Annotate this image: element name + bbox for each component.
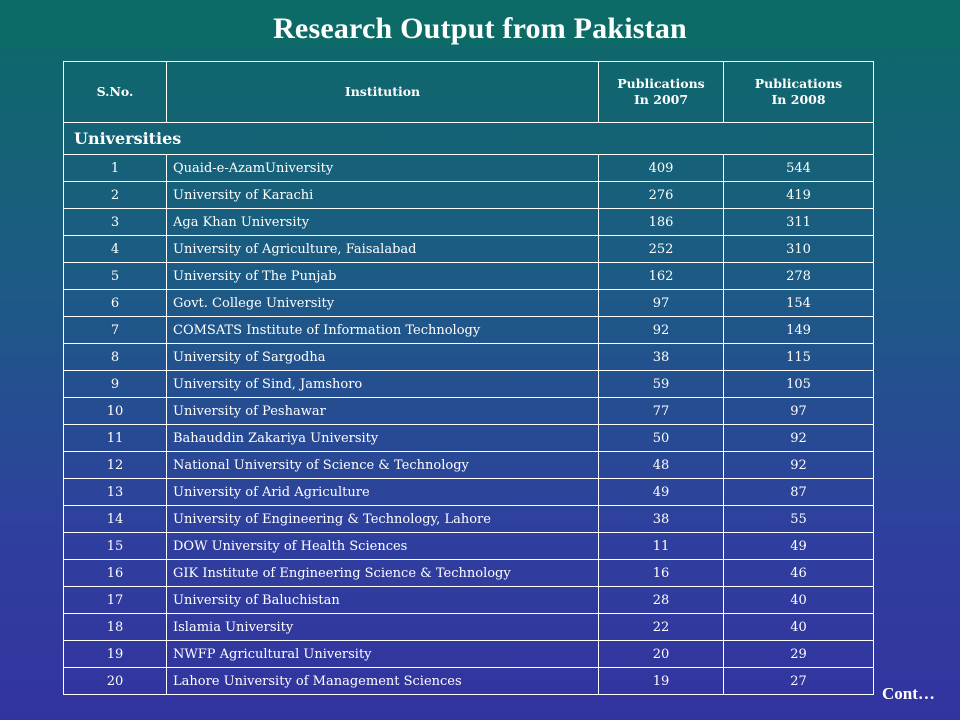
cell-sno: 18 [64, 614, 167, 641]
cell-publications-2008: 544 [724, 155, 874, 182]
table-row [64, 209, 874, 236]
cell-publications-2008: 97 [724, 398, 874, 425]
cell-institution: COMSATS Institute of Information Technology [167, 317, 599, 344]
cell-institution: University of Agriculture, Faisalabad [167, 236, 599, 263]
cell-publications-2008: 149 [724, 317, 874, 344]
table-row [64, 344, 874, 371]
cell-sno: 16 [64, 560, 167, 587]
cell-institution: National University of Science & Technology [167, 452, 599, 479]
cell-publications-2007: 59 [599, 371, 724, 398]
cell-publications-2007: 38 [599, 506, 724, 533]
cell-publications-2007: 409 [599, 155, 724, 182]
cell-sno: 9 [64, 371, 167, 398]
header-sno: S.No. [64, 62, 167, 123]
cell-sno: 8 [64, 344, 167, 371]
cell-publications-2008: 49 [724, 533, 874, 560]
cell-publications-2007: 16 [599, 560, 724, 587]
cell-publications-2007: 11 [599, 533, 724, 560]
table-row [64, 371, 874, 398]
table-row [64, 506, 874, 533]
cell-sno: 11 [64, 425, 167, 452]
cell-publications-2008: 87 [724, 479, 874, 506]
table-body [64, 123, 874, 695]
table-row [64, 290, 874, 317]
cell-publications-2008: 40 [724, 587, 874, 614]
cell-institution: University of Peshawar [167, 398, 599, 425]
cell-publications-2008: 92 [724, 452, 874, 479]
cell-publications-2007: 50 [599, 425, 724, 452]
cell-publications-2007: 186 [599, 209, 724, 236]
cell-publications-2008: 40 [724, 614, 874, 641]
cell-publications-2007: 252 [599, 236, 724, 263]
cell-sno: 10 [64, 398, 167, 425]
section-row [64, 123, 874, 155]
cell-sno: 7 [64, 317, 167, 344]
header-2007-line2: In 2007 [633, 92, 689, 107]
cell-sno: 12 [64, 452, 167, 479]
header-2008-line1: Publications [754, 76, 843, 91]
table-row [64, 452, 874, 479]
cell-publications-2007: 48 [599, 452, 724, 479]
cell-institution: University of Sargodha [167, 344, 599, 371]
cell-publications-2007: 97 [599, 290, 724, 317]
table-row [64, 560, 874, 587]
cell-institution: University of Arid Agriculture [167, 479, 599, 506]
cell-publications-2008: 311 [724, 209, 874, 236]
cell-institution: Islamia University [167, 614, 599, 641]
table-row [64, 668, 874, 695]
table-row [64, 614, 874, 641]
table-row [64, 182, 874, 209]
cell-publications-2007: 28 [599, 587, 724, 614]
header-publications-2007 [599, 62, 724, 123]
cell-institution: Quaid-e-AzamUniversity [167, 155, 599, 182]
slide-title: Research Output from Pakistan [273, 12, 687, 45]
cell-publications-2007: 19 [599, 668, 724, 695]
continue-label: Cont… [882, 684, 935, 703]
cell-publications-2007: 162 [599, 263, 724, 290]
table-row [64, 587, 874, 614]
cell-publications-2008: 92 [724, 425, 874, 452]
cell-institution: University of Sind, Jamshoro [167, 371, 599, 398]
table-row [64, 641, 874, 668]
table-row [64, 263, 874, 290]
header-2008-line2: In 2008 [771, 92, 826, 107]
section-label: Universities [64, 123, 874, 155]
cell-publications-2008: 115 [724, 344, 874, 371]
cell-institution: DOW University of Health Sciences [167, 533, 599, 560]
cell-sno: 13 [64, 479, 167, 506]
table-row [64, 398, 874, 425]
cell-publications-2007: 49 [599, 479, 724, 506]
cell-publications-2008: 154 [724, 290, 874, 317]
cell-sno: 20 [64, 668, 167, 695]
table-row [64, 155, 874, 182]
table-row [64, 317, 874, 344]
cell-publications-2008: 419 [724, 182, 874, 209]
table-header-row [64, 62, 874, 123]
cell-publications-2007: 20 [599, 641, 724, 668]
cell-sno: 6 [64, 290, 167, 317]
header-2007-line1: Publications [617, 76, 705, 91]
cell-institution: Lahore University of Management Sciences [167, 668, 599, 695]
cell-institution: University of Baluchistan [167, 587, 599, 614]
header-institution: Institution [167, 62, 599, 123]
cell-sno: 1 [64, 155, 167, 182]
cell-publications-2008: 105 [724, 371, 874, 398]
publications-table [63, 61, 874, 695]
cell-institution: Aga Khan University [167, 209, 599, 236]
table-row [64, 533, 874, 560]
cell-sno: 5 [64, 263, 167, 290]
cell-sno: 15 [64, 533, 167, 560]
cell-sno: 3 [64, 209, 167, 236]
cell-publications-2007: 38 [599, 344, 724, 371]
cell-institution: Govt. College University [167, 290, 599, 317]
cell-publications-2008: 55 [724, 506, 874, 533]
table-row [64, 425, 874, 452]
cell-publications-2008: 278 [724, 263, 874, 290]
table-row [64, 236, 874, 263]
cell-sno: 17 [64, 587, 167, 614]
cell-institution: University of Engineering & Technology, Lahore [167, 506, 599, 533]
cell-publications-2007: 77 [599, 398, 724, 425]
cell-institution: GIK Institute of Engineering Science & Technology [167, 560, 599, 587]
cell-institution: Bahauddin Zakariya University [167, 425, 599, 452]
cell-publications-2008: 310 [724, 236, 874, 263]
table-row [64, 479, 874, 506]
cell-sno: 19 [64, 641, 167, 668]
cell-sno: 14 [64, 506, 167, 533]
cell-institution: NWFP Agricultural University [167, 641, 599, 668]
cell-institution: University of The Punjab [167, 263, 599, 290]
cell-sno: 4 [64, 236, 167, 263]
cell-sno: 2 [64, 182, 167, 209]
cell-publications-2008: 27 [724, 668, 874, 695]
cell-institution: University of Karachi [167, 182, 599, 209]
cell-publications-2008: 46 [724, 560, 874, 587]
header-publications-2008 [724, 62, 874, 123]
cell-publications-2008: 29 [724, 641, 874, 668]
cell-publications-2007: 22 [599, 614, 724, 641]
cell-publications-2007: 276 [599, 182, 724, 209]
cell-publications-2007: 92 [599, 317, 724, 344]
